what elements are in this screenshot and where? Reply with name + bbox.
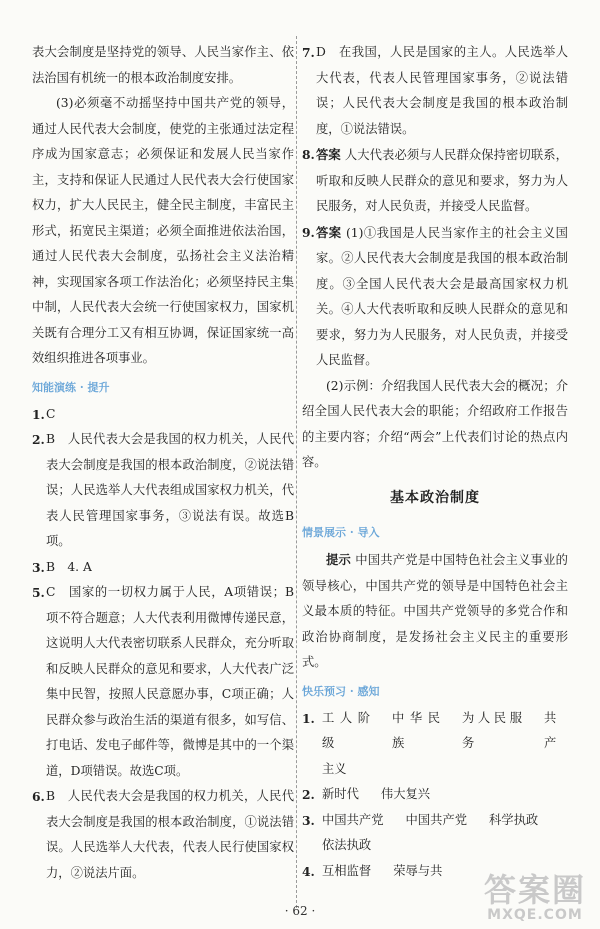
intro-text: 中国共产党是中国特色社会主义事业的领导核心，中国共产党的领导是中国特色社会主义最本质的特征。中国共产党领导的多党合作和政治协商制度，是发扬社会主义民主的重要形式。 (302, 553, 568, 669)
fill-answer: 中国共产党 (322, 812, 384, 827)
answer-item (32, 580, 294, 784)
item-text: B 4. A (46, 559, 92, 574)
fill-item (302, 782, 568, 808)
item-number: 2. (32, 432, 45, 447)
item-number: 9. (302, 224, 315, 240)
item-number: 5. (32, 585, 45, 600)
item-body (322, 808, 568, 859)
fill-row (322, 706, 568, 757)
answer-label: 答案 (316, 224, 342, 240)
paragraph: 表大会制度是坚持党的领导、人民当家作主、依法治国有机统一的根本政治制度安排。 (32, 45, 294, 85)
item-number: 4. (302, 863, 315, 879)
watermark-logo (484, 873, 586, 923)
fill-answer: 新时代 (322, 787, 359, 801)
answer-label: 答案 (316, 147, 341, 162)
fill-answer: 伟大复兴 (380, 787, 431, 801)
left-column (32, 40, 294, 886)
item-number: 3. (32, 559, 45, 575)
page-number-value: 62 (292, 904, 308, 918)
item-text: 人大代表必须与人民群众保持密切联系，听取和反映人民群众的意见和要求，努力为人民服务，对人民负责，并接受人民监督。 (316, 148, 568, 213)
item-number: 7. (302, 45, 315, 60)
answer-item (32, 555, 294, 581)
fill-row (322, 782, 568, 808)
fill-answer: 依法执政 (322, 838, 372, 852)
section-title: 基本政治制度 (390, 489, 480, 506)
page-number: · 62 · (284, 904, 316, 918)
watermark-text: 答案圈 (483, 871, 586, 909)
answer-item (302, 40, 568, 142)
fill-row (322, 808, 568, 834)
fill-answer: 互相监督 (322, 863, 372, 878)
answer-item (32, 402, 294, 428)
fill-item (302, 808, 568, 859)
hint-label: 提示 (326, 552, 352, 567)
fill-answer: 共产 (544, 710, 557, 750)
paragraph: (2)示例：介绍我国人民代表大会的概况；介绍全国人民代表大会的职能；介绍政府工作报告的主要内容；介绍“两会”上代表们讨论的热点内容。 (302, 378, 568, 469)
item-number: 8. (302, 147, 315, 162)
item-text: C (46, 406, 56, 421)
fill-item (302, 706, 568, 783)
item-text: B 人民代表大会是我国的权力机关，人民代表大会制度是我国的根本政治制度，①说法错误。人民选举人大代表，代表人民行使国家权力，②说法片面。 (46, 789, 294, 880)
right-column (302, 40, 568, 884)
answer-item (32, 784, 294, 886)
item-number: 1. (302, 710, 315, 726)
fill-answer: 荣辱与共 (393, 863, 443, 878)
fill-answer: 主义 (322, 761, 347, 776)
item-number: 6. (32, 789, 45, 804)
answer-item (302, 142, 568, 220)
fill-answer: 科学执政 (489, 812, 539, 827)
fill-answer: 工人阶级 (322, 710, 370, 750)
item-number: 3. (302, 812, 315, 828)
item-body (316, 220, 568, 374)
fill-answer: 为人民服务 (462, 710, 522, 750)
item-number: 2. (302, 787, 315, 802)
section-heading: 情景展示 · 导入 (302, 526, 380, 539)
answer-item (302, 220, 568, 374)
fill-answer: 中华民族 (392, 710, 440, 750)
fill-answer: 中国共产党 (405, 812, 467, 827)
intro-paragraph (302, 547, 568, 676)
item-body (316, 142, 568, 220)
section-heading: 快乐预习 · 感知 (302, 684, 380, 698)
paragraph: (3)必须毫不动摇坚持中国共产党的领导，通过人民代表大会制度，使党的主张通过法定程序成为国家意志；必须保证和发展人民当家作主，支持和保证人民通过人民代表大会行使国家权力，扩大人民民主，健全民主制度，丰富民主形式，拓宽民主渠道；必须全面推进依法治国，通过人民代表大会制度，弘扬社会主义法治精神，实现国家各项工作法治化；必须坚持民主集中制，人民代表大会统一行使国家权力，国家机关既有合理分工又有相互协调，保证国家统一高效组织推进各项事业。 (32, 96, 294, 365)
section-heading: 知能演练 · 提升 (32, 380, 110, 394)
item-text: C 国家的一切权力属于人民，A项错误；B项不符合题意；人大代表利用微博传递民意，这说明人大代表密切联系人民群众，充分听取和反映人民群众的意见和要求，人大代表广泛集中民智，按照人民意愿办事，C项正确；人民群众参与政治生活的渠道有很多，如写信、打电话、发电子邮件等，微博是其中的一个渠道，D项错误。故选C项。 (46, 585, 294, 778)
item-text: (1)①我国是人民当家作主的社会主义国家。②人民代表大会制度是我国的根本政治制度。③全国人民代表大会是最高国家权力机关。④人大代表听取和反映人民群众的意见和要求，努力为人民服务，对人民负责，并接受人民监督。 (316, 225, 568, 367)
column-divider (296, 36, 297, 908)
item-text: B 人民代表大会是我国的权力机关，人民代表大会制度是我国的根本政治制度，②说法错误；人民选举人大代表组成国家权力机关，代表人民管理国家事务，③说法有误。故选B项。 (46, 432, 294, 548)
watermark-url: MXQE.COM (487, 907, 583, 923)
item-body (322, 706, 568, 783)
item-number: 1. (32, 406, 45, 422)
item-text: D 在我国，人民是国家的主人。人民选举人大代表，代表人民管理国家事务，②说法错误；人民代表大会制度是我国的根本政治制度，①说法错误。 (316, 45, 568, 136)
answer-item (32, 427, 294, 555)
